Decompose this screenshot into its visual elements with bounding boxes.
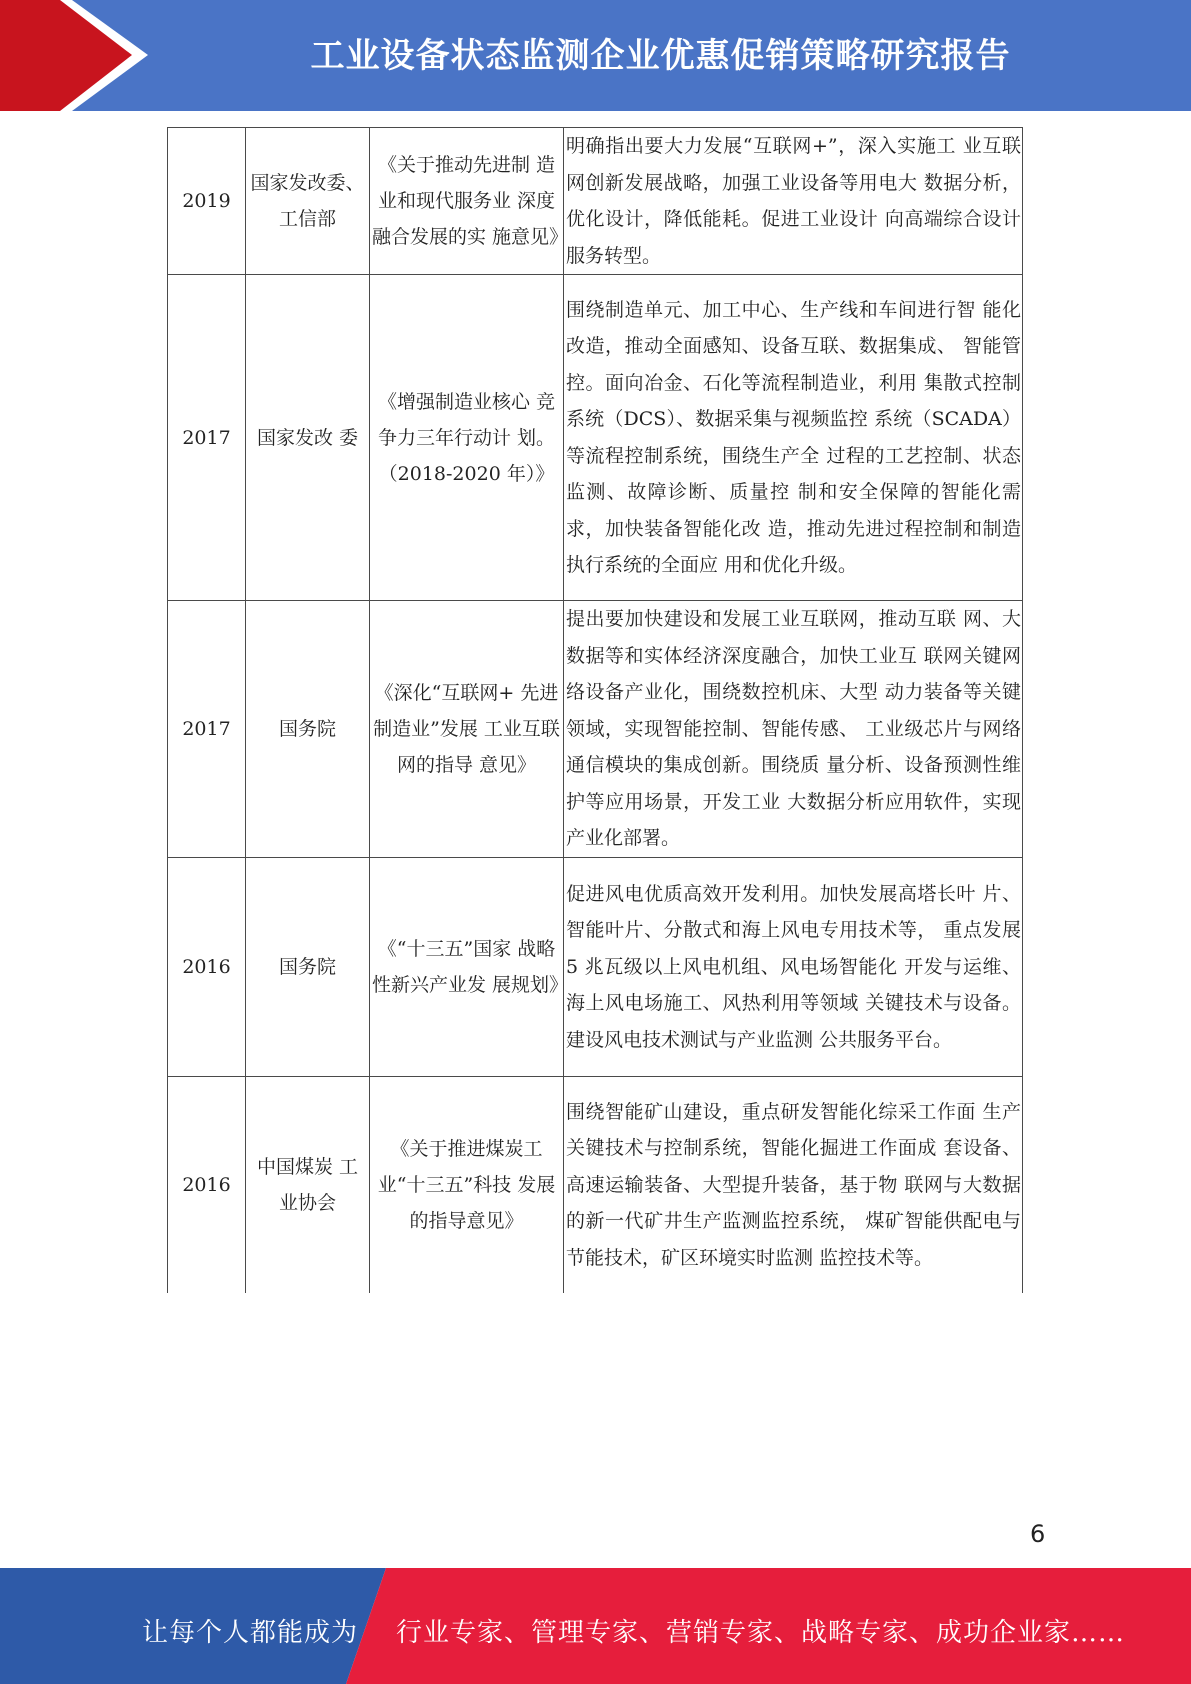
year-cell: 2016 xyxy=(168,858,246,1077)
org-cell: 国家发改委、工信部 xyxy=(246,128,370,275)
year-cell: 2017 xyxy=(168,601,246,858)
table-row xyxy=(168,1077,1023,1293)
org-cell: 中国煤炭 工业协会 xyxy=(246,1077,370,1293)
org-cell: 国务院 xyxy=(246,858,370,1077)
content-cell: 提出要加快建设和发展工业互联网，推动互联 网、大数据等和实体经济深度融合，加快工业互 联网关键网络设备产业化，围绕数控机床、大型 动力装备等关键领域，实现智能控制、智能传感、 工业级芯片与网络通信模块的集成创新。围绕质 量分析、设备预测性维护等应用场景，开发工业 大数据分析应用软件，实现产业化部署。 xyxy=(564,601,1023,858)
document-cell: 《关于推进煤炭工 业“十三五”科技 发展的指导意见》 xyxy=(370,1077,564,1293)
content-cell: 明确指出要大力发展“互联网+”，深入实施工 业互联网创新发展战略，加强工业设备等用电大 数据分析，优化设计，降低能耗。促进工业设计 向高端综合设计服务转型。 xyxy=(564,128,1023,275)
page-number: 6 xyxy=(1030,1520,1046,1548)
table-row xyxy=(168,601,1023,858)
page-title: 工业设备状态监测企业优惠促销策略研究报告 xyxy=(310,36,1011,76)
document-cell: 《关于推动先进制 造业和现代服务业 深度融合发展的实 施意见》 xyxy=(370,128,564,275)
content-cell: 促进风电优质高效开发利用。加快发展高塔长叶 片、智能叶片、分散式和海上风电专用技术等， 重点发展 5 兆瓦级以上风电机组、风电场智能化 开发与运维、海上风电场施工、风热利用等领域 关键技术与设备。建设风电技术测试与产业监测 公共服务平台。 xyxy=(564,858,1023,1077)
content-cell: 围绕智能矿山建设，重点研发智能化综采工作面 生产关键技术与控制系统，智能化掘进工作面成 套设备、高速运输装备、大型提升装备，基于物 联网与大数据的新一代矿井生产监测监控系统， 煤矿智能供配电与节能技术，矿区环境实时监测 监控技术等。 xyxy=(564,1077,1023,1293)
year-cell: 2017 xyxy=(168,275,246,601)
document-cell: 《深化“互联网+ 先进制造业”发展 工业互联网的指导 意见》 xyxy=(370,601,564,858)
year-cell: 2019 xyxy=(168,128,246,275)
org-cell: 国务院 xyxy=(246,601,370,858)
year-cell: 2016 xyxy=(168,1077,246,1293)
content-cell: 围绕制造单元、加工中心、生产线和车间进行智 能化改造，推动全面感知、设备互联、数据集成、 智能管控。面向冶金、石化等流程制造业，利用 集散式控制系统（DCS）、数据采集与视频监控 系统（SCADA）等流程控制系统，围绕生产全 过程的工艺控制、状态监测、故障诊断、质量控 制和安全保障的智能化需求，加快装备智能化改 造，推动先进过程控制和制造执行系统的全面应 用和优化升级。 xyxy=(564,275,1023,601)
footer-slogan-right: 行业专家、管理专家、营销专家、战略专家、成功企业家…… xyxy=(396,1618,1126,1648)
table-row xyxy=(168,858,1023,1077)
policy-table xyxy=(167,127,1023,1293)
header-band xyxy=(0,0,1191,111)
chevron-arrow-icon xyxy=(0,0,160,111)
document-cell: 《“十三五”国家 战略性新兴产业发 展规划》 xyxy=(370,858,564,1077)
org-cell: 国家发改 委 xyxy=(246,275,370,601)
table-row xyxy=(168,128,1023,275)
footer-slogan-left: 让每个人都能成为 xyxy=(142,1618,359,1648)
table-row xyxy=(168,275,1023,601)
document-cell: 《增强制造业核心 竞争力三年行动计 划。（2018-2020 年）》 xyxy=(370,275,564,601)
footer-band xyxy=(0,1568,1191,1684)
